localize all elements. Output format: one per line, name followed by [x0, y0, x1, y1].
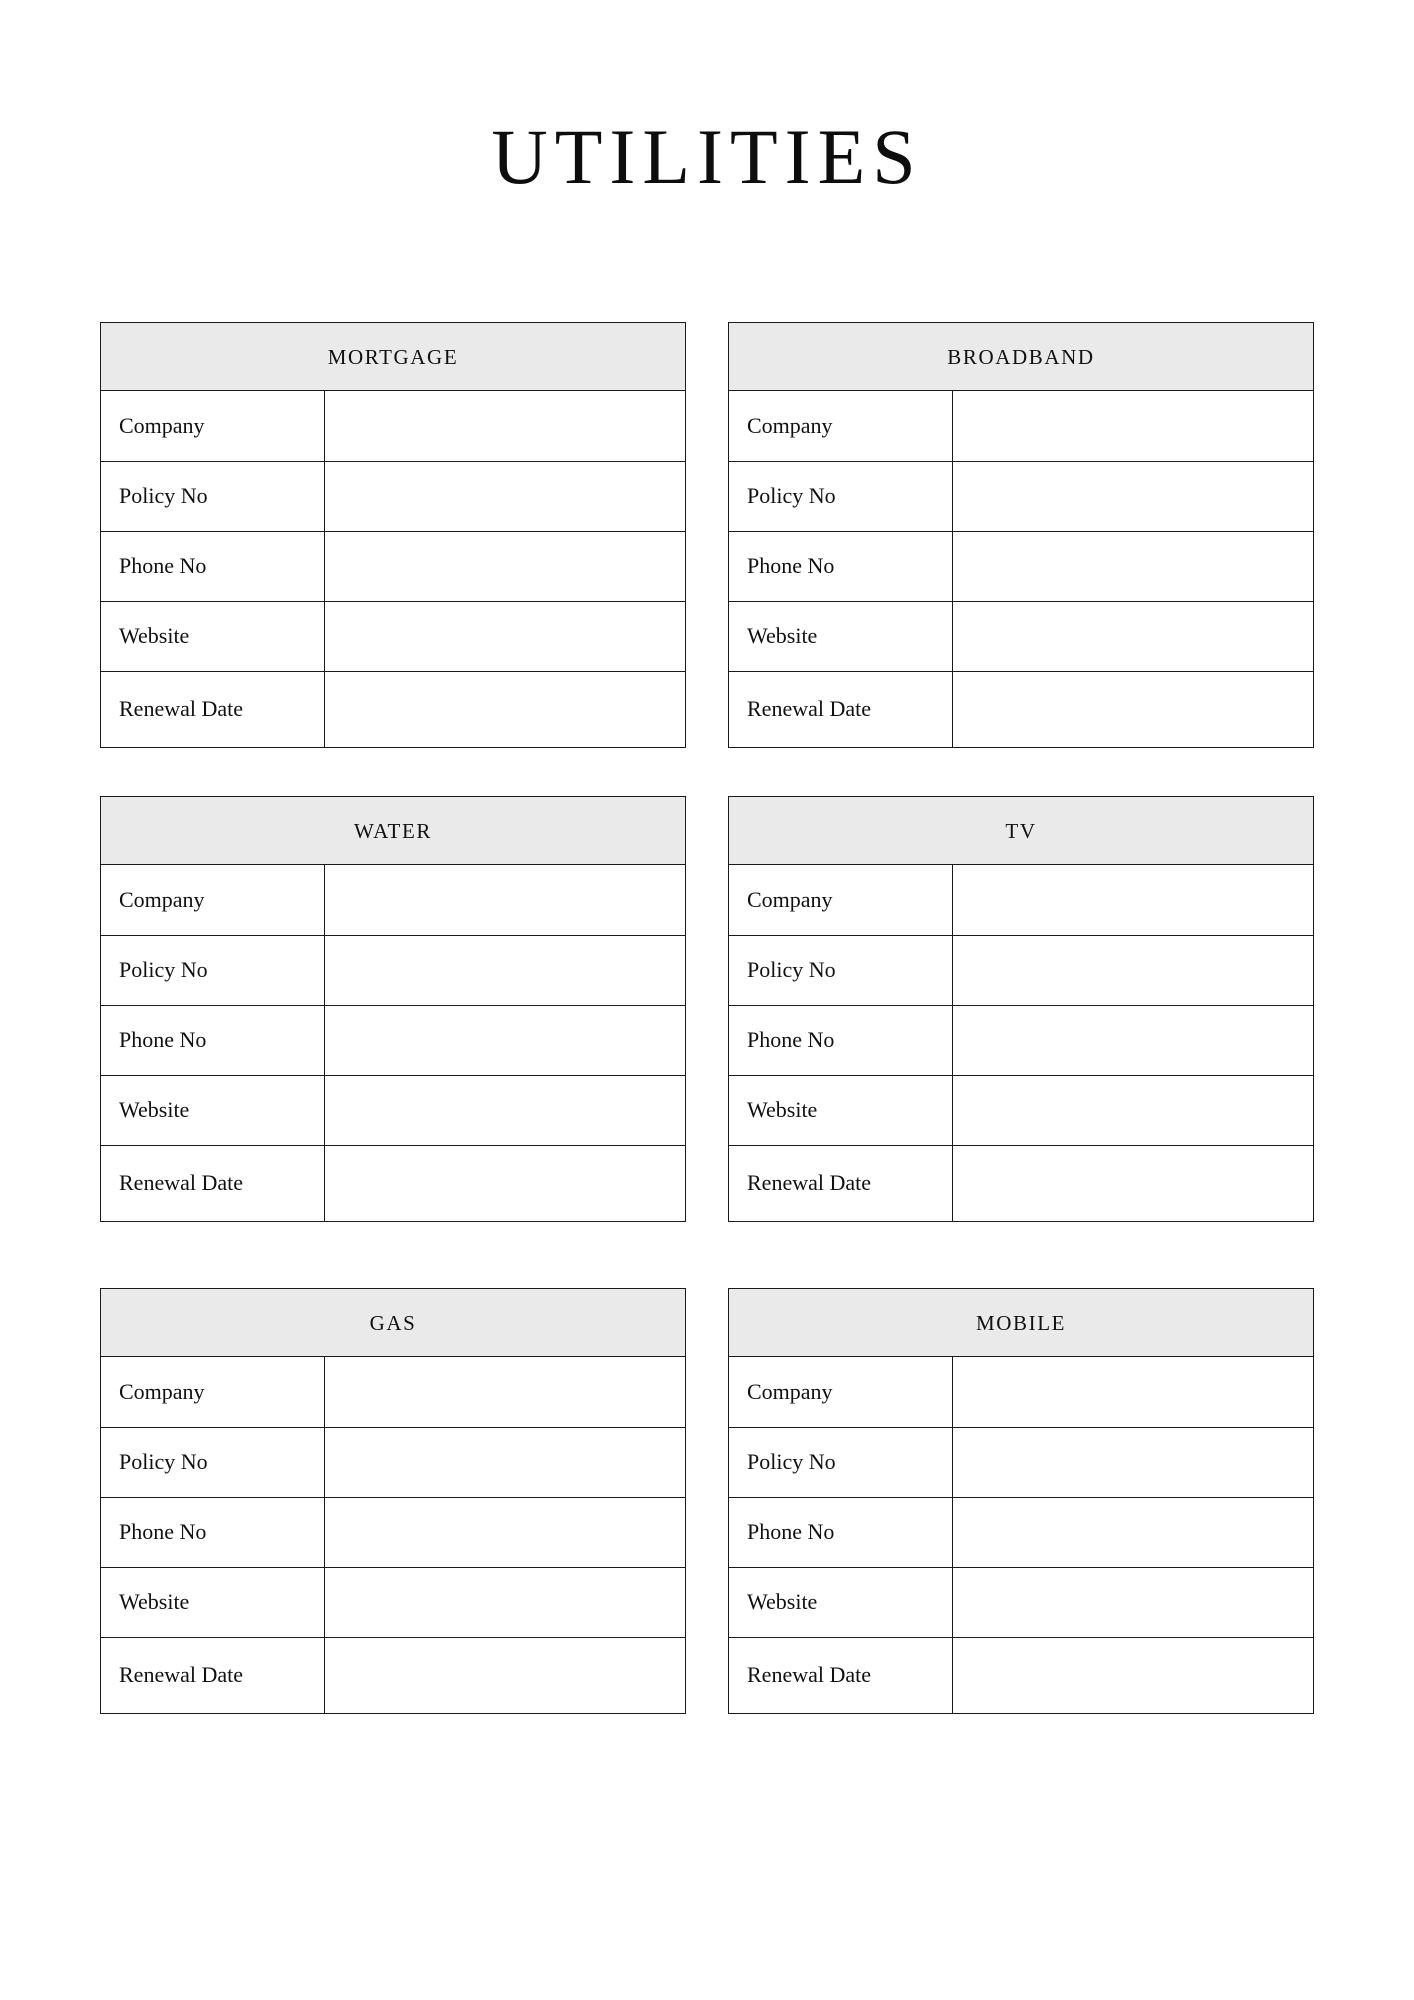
- card-title: TV: [729, 797, 1313, 865]
- table-row: [729, 461, 1313, 531]
- field-value-website[interactable]: [953, 601, 1314, 671]
- field-value-website[interactable]: [325, 1075, 686, 1145]
- table-row: [101, 1427, 685, 1497]
- table-row: [729, 1145, 1313, 1221]
- field-label-website: Website: [729, 601, 953, 671]
- field-value-company[interactable]: [953, 1357, 1314, 1427]
- field-value-renewal-date[interactable]: [953, 671, 1314, 747]
- field-value-policy-no[interactable]: [325, 1427, 686, 1497]
- table-row: [101, 1567, 685, 1637]
- field-label-phone-no: Phone No: [101, 1497, 325, 1567]
- card-fields-table: [729, 1357, 1313, 1713]
- field-label-renewal-date: Renewal Date: [729, 671, 953, 747]
- field-value-company[interactable]: [325, 1357, 686, 1427]
- table-row: [729, 1357, 1313, 1427]
- field-label-policy-no: Policy No: [729, 935, 953, 1005]
- field-label-renewal-date: Renewal Date: [101, 1637, 325, 1713]
- table-row: [729, 1637, 1313, 1713]
- field-value-company[interactable]: [953, 391, 1314, 461]
- field-value-renewal-date[interactable]: [325, 671, 686, 747]
- field-value-renewal-date[interactable]: [953, 1145, 1314, 1221]
- field-label-company: Company: [729, 1357, 953, 1427]
- field-label-website: Website: [729, 1567, 953, 1637]
- table-row: [729, 1005, 1313, 1075]
- field-value-website[interactable]: [953, 1567, 1314, 1637]
- field-value-company[interactable]: [325, 865, 686, 935]
- card-fields-table: [729, 391, 1313, 747]
- field-label-phone-no: Phone No: [101, 531, 325, 601]
- table-row: [101, 1005, 685, 1075]
- field-label-company: Company: [729, 391, 953, 461]
- utility-card-water: [100, 796, 686, 1222]
- card-fields-table: [729, 865, 1313, 1221]
- field-value-phone-no[interactable]: [953, 531, 1314, 601]
- field-value-website[interactable]: [325, 1567, 686, 1637]
- field-label-renewal-date: Renewal Date: [729, 1637, 953, 1713]
- table-row: [729, 1427, 1313, 1497]
- field-label-company: Company: [101, 1357, 325, 1427]
- card-fields-table: [101, 391, 685, 747]
- table-row: [729, 1075, 1313, 1145]
- field-label-company: Company: [729, 865, 953, 935]
- field-value-policy-no[interactable]: [953, 1427, 1314, 1497]
- field-label-policy-no: Policy No: [101, 1427, 325, 1497]
- table-row: [101, 1145, 685, 1221]
- table-row: [729, 1567, 1313, 1637]
- field-label-website: Website: [101, 601, 325, 671]
- page-title: UTILITIES: [491, 113, 923, 200]
- field-label-phone-no: Phone No: [729, 1497, 953, 1567]
- field-label-policy-no: Policy No: [729, 1427, 953, 1497]
- table-row: [101, 671, 685, 747]
- field-label-policy-no: Policy No: [101, 461, 325, 531]
- field-label-phone-no: Phone No: [101, 1005, 325, 1075]
- table-row: [101, 531, 685, 601]
- field-value-phone-no[interactable]: [953, 1497, 1314, 1567]
- field-value-company[interactable]: [325, 391, 686, 461]
- utility-card-mobile: [728, 1288, 1314, 1714]
- field-value-phone-no[interactable]: [325, 1497, 686, 1567]
- field-value-policy-no[interactable]: [953, 461, 1314, 531]
- utilities-card-grid: [0, 322, 1414, 1762]
- field-label-website: Website: [729, 1075, 953, 1145]
- field-value-phone-no[interactable]: [325, 531, 686, 601]
- card-title: MOBILE: [729, 1289, 1313, 1357]
- utility-card-broadband: [728, 322, 1314, 748]
- table-row: [729, 865, 1313, 935]
- field-label-website: Website: [101, 1567, 325, 1637]
- card-title: GAS: [101, 1289, 685, 1357]
- field-label-policy-no: Policy No: [101, 935, 325, 1005]
- table-row: [729, 601, 1313, 671]
- card-title: WATER: [101, 797, 685, 865]
- card-title: BROADBAND: [729, 323, 1313, 391]
- field-value-renewal-date[interactable]: [325, 1637, 686, 1713]
- field-value-website[interactable]: [953, 1075, 1314, 1145]
- field-label-phone-no: Phone No: [729, 531, 953, 601]
- field-value-phone-no[interactable]: [953, 1005, 1314, 1075]
- field-value-policy-no[interactable]: [325, 935, 686, 1005]
- table-row: [101, 1637, 685, 1713]
- utility-card-mortgage: [100, 322, 686, 748]
- table-row: [101, 391, 685, 461]
- field-label-company: Company: [101, 391, 325, 461]
- utility-card-tv: [728, 796, 1314, 1222]
- table-row: [729, 531, 1313, 601]
- table-row: [729, 671, 1313, 747]
- field-value-policy-no[interactable]: [325, 461, 686, 531]
- field-label-phone-no: Phone No: [729, 1005, 953, 1075]
- table-row: [101, 1075, 685, 1145]
- table-row: [729, 391, 1313, 461]
- field-value-renewal-date[interactable]: [325, 1145, 686, 1221]
- field-value-website[interactable]: [325, 601, 686, 671]
- field-value-company[interactable]: [953, 865, 1314, 935]
- utility-card-gas: [100, 1288, 686, 1714]
- table-row: [101, 935, 685, 1005]
- table-row: [101, 1497, 685, 1567]
- field-label-renewal-date: Renewal Date: [101, 1145, 325, 1221]
- field-value-phone-no[interactable]: [325, 1005, 686, 1075]
- field-label-company: Company: [101, 865, 325, 935]
- table-row: [729, 935, 1313, 1005]
- card-fields-table: [101, 1357, 685, 1713]
- field-label-renewal-date: Renewal Date: [101, 671, 325, 747]
- table-row: [101, 865, 685, 935]
- field-value-policy-no[interactable]: [953, 935, 1314, 1005]
- field-label-website: Website: [101, 1075, 325, 1145]
- card-fields-table: [101, 865, 685, 1221]
- table-row: [729, 1497, 1313, 1567]
- field-value-renewal-date[interactable]: [953, 1637, 1314, 1713]
- card-title: MORTGAGE: [101, 323, 685, 391]
- table-row: [101, 601, 685, 671]
- field-label-policy-no: Policy No: [729, 461, 953, 531]
- table-row: [101, 461, 685, 531]
- field-label-renewal-date: Renewal Date: [729, 1145, 953, 1221]
- table-row: [101, 1357, 685, 1427]
